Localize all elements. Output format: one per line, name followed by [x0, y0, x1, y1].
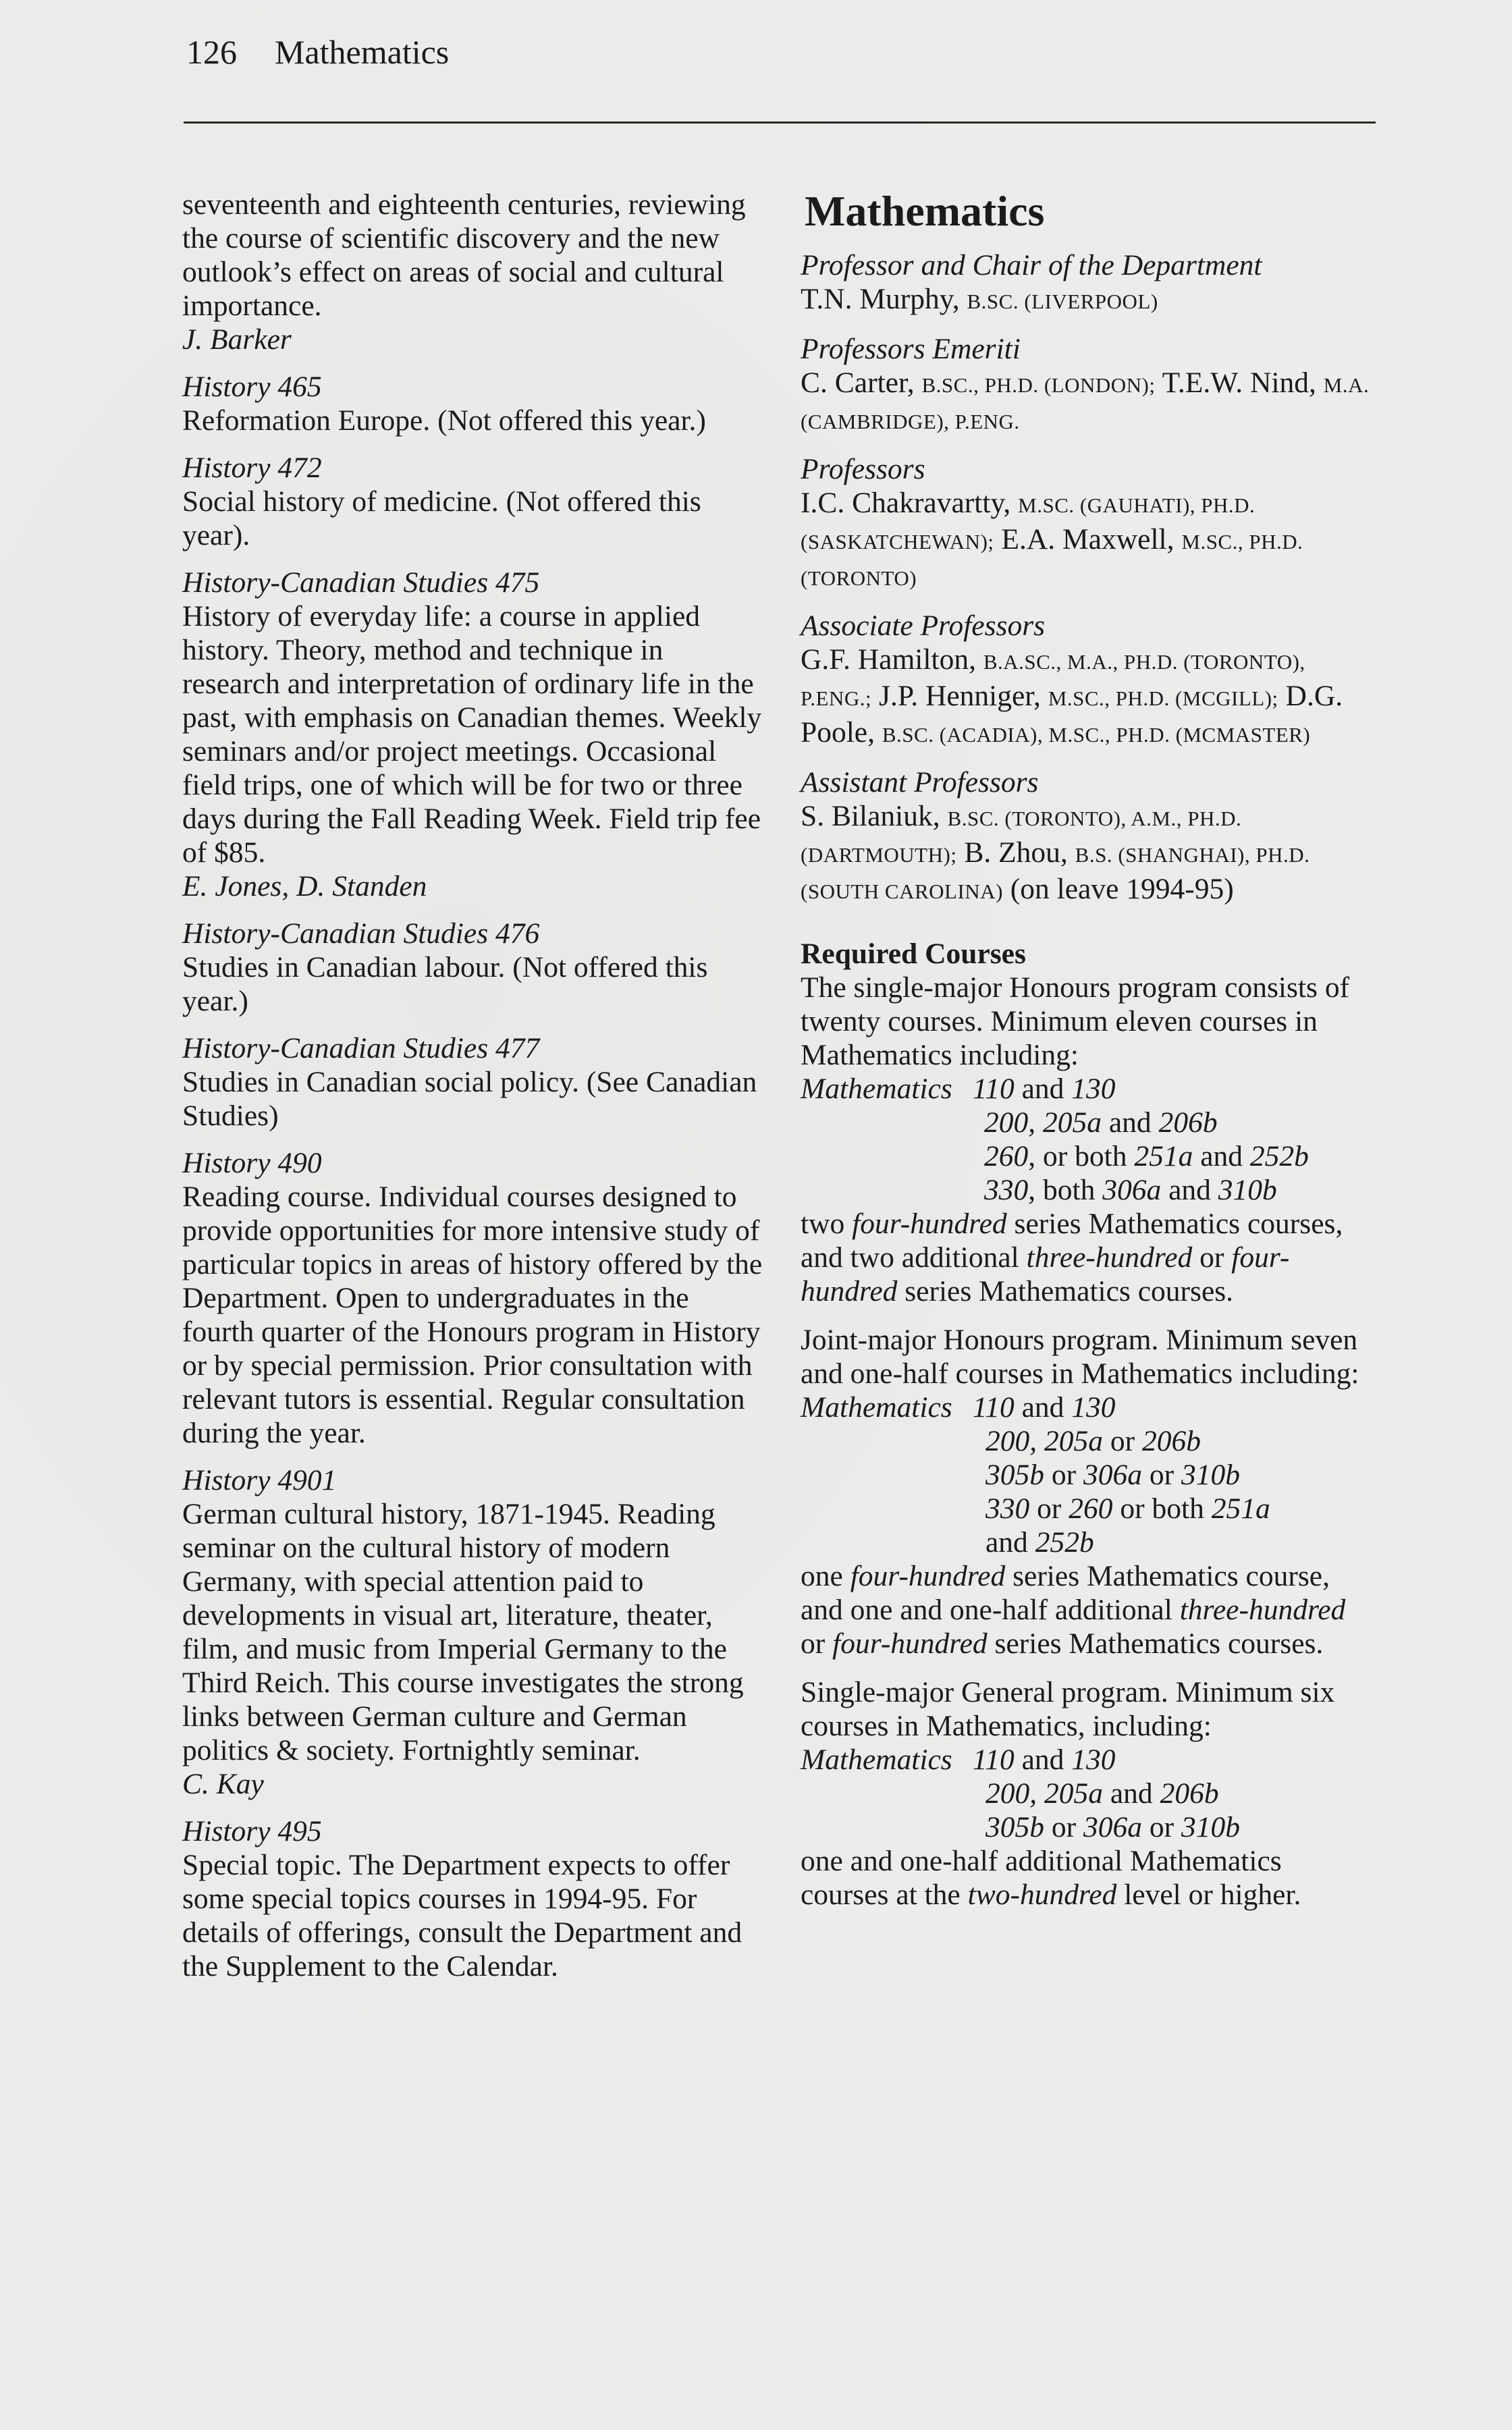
course-line	[801, 1810, 1374, 1844]
connector: , both	[1028, 1174, 1096, 1206]
course-number: 260	[1069, 1492, 1113, 1525]
course-number: 130	[1071, 1391, 1116, 1424]
running-header	[186, 35, 449, 69]
course-title: History-Canadian Studies 477	[182, 1032, 540, 1064]
connector: or	[1110, 1425, 1135, 1457]
course-number: 252b	[1249, 1140, 1309, 1172]
course-entry-history-475	[182, 566, 763, 903]
course-number: 252b	[1035, 1526, 1094, 1559]
connector: and	[1108, 1106, 1152, 1139]
left-column	[182, 188, 763, 1997]
faculty-rank-label: Assistant Professors	[801, 766, 1039, 799]
department-heading: Mathematics	[805, 187, 1045, 235]
connector: or	[1051, 1459, 1077, 1491]
faculty-credentials: B.SC. (ACADIA), M.SC., PH.D. (MCMASTER)	[882, 723, 1311, 747]
connector: or	[1037, 1492, 1062, 1525]
course-line	[801, 1743, 1374, 1777]
course-title: History 495	[182, 1815, 322, 1847]
program-tail: one four-hundred series Mathematics course, and one and one-half additional three-hundred or four-hundred series Mathematics courses.	[801, 1560, 1346, 1660]
faculty-credentials: M.SC., PH.D. (TORONTO)	[801, 530, 1303, 590]
course-number: 306a	[1083, 1459, 1142, 1491]
connector: and	[1021, 1073, 1064, 1105]
faculty-name: S. Bilaniuk,	[801, 800, 940, 832]
faculty-credentials: M.SC., PH.D. (MCGILL);	[1048, 686, 1278, 710]
faculty-name: G.F. Hamilton,	[801, 643, 976, 676]
faculty-rank-label: Professors Emeriti	[801, 333, 1021, 365]
course-line	[801, 1173, 1374, 1207]
leave-note: (on leave 1994-95)	[1010, 873, 1234, 905]
course-instructor: J. Barker	[182, 323, 292, 356]
faculty-name: J.P. Henniger,	[879, 680, 1041, 712]
course-description: Social history of medicine. (Not offered this year).	[182, 485, 701, 551]
required-general	[801, 1675, 1374, 1912]
section-subheading: Required Courses	[801, 938, 1026, 970]
course-number: 200, 205a	[984, 1106, 1102, 1139]
course-entry-history-465	[182, 370, 763, 437]
course-number: 251a	[1211, 1492, 1270, 1525]
course-title: History 490	[182, 1147, 322, 1179]
faculty-credentials: B.A.SC., M.A., PH.D. (TORONTO), P.ENG.;	[801, 650, 1305, 710]
connector: and	[1021, 1744, 1064, 1776]
program-intro: Single-major General program. Minimum six courses in Mathematics, including:	[801, 1676, 1335, 1742]
course-title: History 4901	[182, 1464, 337, 1496]
course-number: 110	[972, 1744, 1015, 1776]
course-description: Reading course. Individual courses designed to provide opportunities for more intensive study of particular topics in areas of history offered by the Department. Open to undergraduates in the fourth quarter of the Honours program in History or by special permission. Prior consultation with relevant tutors is essential. Regular consultation during the year.	[182, 1181, 763, 1449]
program-tail: two four-hundred series Mathematics courses, and two additional three-hundred or four-hundred series Mathematics courses.	[801, 1208, 1343, 1307]
course-number: 310b	[1181, 1459, 1240, 1491]
subject-label: Mathematics	[801, 1744, 952, 1776]
faculty-list	[801, 282, 1374, 319]
connector: or both	[1120, 1492, 1204, 1525]
course-entry-history-477	[182, 1031, 763, 1133]
connector: or	[1051, 1811, 1077, 1843]
faculty-credentials: B.S. (SHANGHAI), PH.D. (SOUTH CAROLINA)	[801, 843, 1310, 903]
course-entry-history-4901	[182, 1463, 763, 1801]
course-line	[801, 1777, 1374, 1810]
connector: and	[1168, 1174, 1211, 1206]
subject-label: Mathematics	[801, 1391, 952, 1424]
course-number: 260	[984, 1140, 1029, 1172]
program-intro: Joint-major Honours program. Minimum seven and one-half courses in Mathematics including:	[801, 1324, 1359, 1390]
course-line	[801, 1072, 1374, 1106]
course-number: 310b	[1218, 1174, 1277, 1206]
course-number: 206b	[1142, 1425, 1201, 1457]
program-tail: one and one-half additional Mathematics courses at the two-hundred level or higher.	[801, 1845, 1301, 1911]
course-entry-history-490	[182, 1146, 763, 1450]
faculty-credentials: B.SC. (TORONTO), A.M., PH.D. (DARTMOUTH);	[801, 807, 1242, 867]
faculty-rank-label: Professors	[801, 453, 925, 485]
course-number: 200, 205a	[986, 1425, 1103, 1457]
course-line	[801, 1139, 1374, 1173]
course-title: History-Canadian Studies 475	[182, 566, 540, 599]
course-title: History 472	[182, 452, 322, 484]
page-number: 126	[186, 33, 237, 71]
faculty-name: B. Zhou,	[964, 836, 1068, 869]
course-description: seventeenth and eighteenth centuries, reviewing the course of scientific discovery and the new outlook’s effect on areas of social and cultural importance.	[182, 188, 746, 322]
faculty-assistant	[801, 765, 1374, 909]
faculty-list	[801, 799, 1374, 909]
course-entry-continued	[182, 188, 763, 356]
faculty-list	[801, 366, 1374, 439]
course-description: History of everyday life: a course in applied history. Theory, method and technique in research and interpretation of ordinary life in the past, with emphasis on Canadian themes. Weekly seminars and/or project meetings. Occasional field trips, one of which will be for two or three days during the Fall Reading Week. Field trip fee of $85.	[182, 600, 762, 869]
course-number: 130	[1071, 1073, 1116, 1105]
faculty-name: D.G. Poole,	[801, 680, 1343, 749]
header-rule	[184, 122, 1376, 124]
course-number: 310b	[1181, 1811, 1240, 1843]
faculty-rank-label: Associate Professors	[801, 610, 1046, 642]
course-instructor: C. Kay	[182, 1768, 264, 1800]
connector: and	[1021, 1391, 1064, 1424]
course-number: 110	[972, 1073, 1015, 1105]
course-entry-history-476	[182, 917, 763, 1018]
course-line	[801, 1106, 1374, 1139]
header-section-title: Mathematics	[275, 33, 450, 71]
course-description: Studies in Canadian social policy. (See Canadian Studies)	[182, 1066, 757, 1132]
course-number: 305b	[986, 1459, 1044, 1491]
faculty-chair	[801, 248, 1374, 319]
subject-label: Mathematics	[801, 1073, 952, 1105]
faculty-credentials: B.SC. (LIVERPOOL)	[967, 290, 1158, 313]
course-line	[801, 1458, 1374, 1492]
faculty-name: E.A. Maxwell,	[1001, 523, 1174, 556]
course-number: 305b	[986, 1811, 1044, 1843]
faculty-name: T.N. Murphy,	[801, 283, 960, 315]
course-number: 206b	[1158, 1106, 1218, 1139]
faculty-name: C. Carter,	[801, 367, 915, 399]
required-honours	[801, 937, 1374, 1308]
course-title: History 465	[182, 371, 322, 403]
faculty-credentials: M.SC. (GAUHATI), PH.D. (SASKATCHEWAN);	[801, 493, 1256, 554]
course-number: 200, 205a	[986, 1777, 1103, 1810]
course-number: 306a	[1083, 1811, 1142, 1843]
faculty-associate	[801, 609, 1374, 752]
course-title: History-Canadian Studies 476	[182, 917, 540, 950]
connector: and	[986, 1526, 1028, 1559]
course-entry-history-495	[182, 1814, 763, 1983]
course-description: Special topic. The Department expects to offer some special topics courses in 1994-95. For details of offerings, consult the Department and the Supplement to the Calendar.	[182, 1849, 742, 1982]
course-entry-history-472	[182, 451, 763, 552]
faculty-rank-label: Professor and Chair of the Department	[801, 249, 1262, 281]
course-description: Reformation Europe. (Not offered this year.)	[182, 404, 706, 437]
faculty-list	[801, 486, 1374, 595]
required-joint	[801, 1323, 1374, 1660]
course-number: 330	[986, 1492, 1030, 1525]
program-intro: The single-major Honours program consists of twenty courses. Minimum eleven courses in Mathematics including:	[801, 971, 1350, 1071]
course-number: 110	[972, 1391, 1015, 1424]
course-description: German cultural history, 1871-1945. Reading seminar on the cultural history of modern Germany, with special attention paid to developments in visual art, literature, theater, film, and music from Imperial Germany to the Third Reich. This course investigates the strong links between German culture and German politics & society. Fortnightly seminar.	[182, 1498, 744, 1766]
faculty-professors	[801, 452, 1374, 595]
connector: or	[1149, 1459, 1174, 1491]
course-line	[801, 1492, 1374, 1526]
course-number: 206b	[1160, 1777, 1219, 1810]
right-column	[801, 188, 1374, 1926]
course-number: 251a	[1134, 1140, 1193, 1172]
course-line	[801, 1526, 1374, 1559]
faculty-emeriti	[801, 332, 1374, 439]
connector: , or both	[1028, 1140, 1127, 1172]
course-description: Studies in Canadian labour. (Not offered this year.)	[182, 951, 708, 1017]
course-number: 306a	[1102, 1174, 1162, 1206]
connector: or	[1149, 1811, 1174, 1843]
faculty-list	[801, 643, 1374, 752]
connector: and	[1110, 1777, 1153, 1810]
course-line	[801, 1424, 1374, 1458]
connector: and	[1200, 1140, 1243, 1172]
course-number: 130	[1071, 1744, 1116, 1776]
faculty-credentials: M.A. (CAMBRIDGE), P.ENG.	[801, 373, 1370, 433]
course-instructor: E. Jones, D. Standen	[182, 870, 427, 902]
course-line	[801, 1390, 1374, 1424]
faculty-name: I.C. Chakravartty,	[801, 487, 1011, 519]
faculty-name: T.E.W. Nind,	[1162, 367, 1316, 399]
course-number: 330	[984, 1174, 1029, 1206]
faculty-credentials: B.SC., PH.D. (LONDON);	[921, 373, 1156, 397]
